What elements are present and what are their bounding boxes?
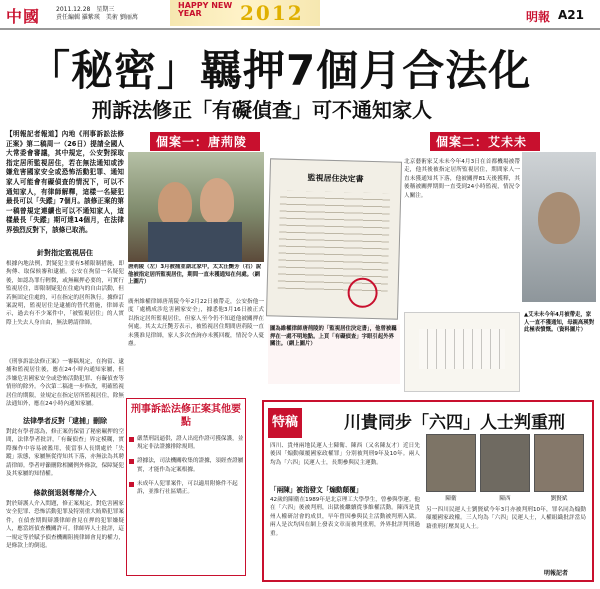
page-number: A21 bbox=[558, 8, 584, 22]
red-seal-icon bbox=[347, 277, 378, 308]
case1-label: 個案一：唐荊陵 bbox=[150, 132, 260, 151]
feature-right-body: 另一四川民運人士劉賢斌今年3月亦被判刑10年，罪名同為煽動顛覆國家政權。三人均為「六四」民運人士，人權組織批評當局藉重刑打壓異見人士。 bbox=[426, 507, 586, 530]
feature-title: 川貴同步「六四」人士判重刑 bbox=[344, 413, 565, 433]
headline: 「秘密」羈押7個月合法化 bbox=[28, 46, 532, 95]
section-title-3: 條款倒退剝奪辯介入 bbox=[33, 489, 97, 497]
section-title-2: 法律學者反對「逮捕」刪除 bbox=[23, 417, 107, 425]
feature-box bbox=[262, 400, 594, 582]
case1-photo bbox=[128, 152, 264, 262]
feature-body-2: 42歲的陳衛在1989年是北京理工大學學生，曾參與學運。他在「六四」後被判刑，出獄後繼續從事維權活動。陳西是貴州人權研討會的成員，早年曾因參與民主活動被判刑入獄。兩人是次均因在網上發表文章而被判重刑，外界批評判刑過重。 bbox=[270, 497, 420, 537]
guide-box bbox=[126, 398, 246, 576]
case1-caption: 唐荊陵（左）3月被捕並湖北家中，太太汪艷芳（右）說他被指定居所監視居住，期間一直未獲通知在何處。（網上圖片） bbox=[128, 264, 262, 286]
case1-body: 廣州維權律師唐荊陵今年2月22日被帶走，公安指他一度「處構成涉危害國家安全」，據悉他3月16日被正式以指定居所監視居住，但家人至今仍不知道他被關押在何處。其太太汪艷芳表示，被監視居住期間唐荊陵一直未獲准見律師，家人多次查詢亦未獲回覆，情況令人憂慮。 bbox=[128, 299, 264, 348]
section-body-3: 對於辯護人介入問題，修正案規定，對危害國家安全犯罪、恐怖活動犯罪及特別重大賄賂犯罪案件，在偵查期間辯護律師會見在押的犯罪嫌疑人，應當經偵查機關許可。律師界人士批評，這一規定等於賦予偵查機關阻撓律師會見的權力，是條款上的倒退。 bbox=[6, 501, 124, 550]
subheadline: 刑訴法修正「有礙偵查」可不通知家人 bbox=[92, 98, 432, 122]
editor-text: 責任編輯 羅紫瑛 美術 劉丽萬 bbox=[56, 14, 138, 21]
guide-item: 未成年人犯罪案件，可以適用附條件不起訴，並推行社區矯正。 bbox=[127, 480, 245, 496]
surveillance-document bbox=[266, 158, 402, 319]
feature-body: 四川、貴州兩地民運人士陳衛、陳西（又名陳友才）近日先後因「煽動顛覆國家政權罪」分別被判刑9年及10年。兩人均為「六四」民運人士，長期參與民主運動。 bbox=[270, 443, 420, 466]
section-body-1: 根據內地法例，對疑犯主要有5種限制措施，即拘傳、取保候審和逮捕。公安在拘留一名疑犯後，如認為罪行輕微，或無羈押必要的，可實行監視居住，即限制疑犯在住處內的自由活動，但若無固定住處的，可在指定的居所執行。據修訂案說明，監視居住是逮捕的替代措施，律師表示，過去有不少案件中，「被監視居住」的人實際上失去人身自由，無法聘請律師。 bbox=[6, 261, 124, 326]
brand-logo: 明報 bbox=[526, 10, 551, 24]
portrait-chen-wei bbox=[426, 434, 476, 492]
guide-title: 刑事訴訟法修正案其他要點 bbox=[131, 404, 241, 428]
ai-weiwei-photo bbox=[522, 152, 596, 302]
section-body-2: 對此有學者認為，修正案仍保留了秘密羈押的空間，法律學者批評，「有礙偵查」界定模糊，實際操作中容易被濫用，使當事人長期處於「失蹤」狀態，家屬無從得知其下落，亦無法為其聘請律師。學者呼籲刪除相關例外條款，保障疑犯及其家屬的知情權。 bbox=[6, 429, 124, 478]
portrait-chen-xi bbox=[480, 434, 530, 492]
handwriting-image bbox=[404, 312, 520, 392]
case2-body: 北京藝術家艾未未今年4月3日在首都機場被帶走，他其後被指定居所監視居住，期間家人一直未獲通知其下落，他被關押81天後獲釋，其後稱被關押期間一直受到24小時監視，情況令人關注。 bbox=[404, 159, 520, 199]
portrait-liu-xianbin bbox=[534, 434, 584, 492]
portrait-name: 陳衛 bbox=[445, 496, 457, 502]
feature-tag: 特稿 bbox=[268, 408, 302, 438]
date-text: 2011.12.28 星期三 bbox=[56, 6, 115, 13]
document-note: 圖為維權律師唐荊陵的「監視居住決定書」，他曾被羈押在一處不明地點。上頁「有礙偵查」字眼引起外界關注。（網上圖片） bbox=[270, 326, 397, 348]
portrait-name: 陳西 bbox=[499, 496, 511, 502]
feature-subtitle: 「兩陳」被指發文「煽動顛覆」 bbox=[270, 486, 363, 494]
section-title: 中國 bbox=[6, 7, 41, 26]
case2-label: 個案二：艾未未 bbox=[430, 132, 540, 151]
lead-paragraph: 【明報記者報道】內地《刑事訴訟法修正案》第二稿周一（26日）提請全國人大常委會審議，其中規定，公安對採取指定居所監視居住，若在無法通知或涉嫌危害國家安全或恐怖活動犯罪、通知家人可能會有礙偵查的情況下，可以不通知家人，有律師解釋，這樣一名疑犯最長可以「失蹤」7個月。該修正案的第一稿曾規定連續也可以不通知家人，這樣最長「失蹤」期可達14個月，在法律界強烈反對下，該條已取消。 bbox=[6, 130, 124, 234]
document-lines bbox=[278, 191, 391, 294]
banner-year: 2012 bbox=[240, 1, 304, 25]
section-title-1: 針對指定監視居住 bbox=[37, 249, 93, 257]
header-divider bbox=[0, 28, 600, 30]
bullet-icon bbox=[129, 482, 134, 487]
banner-text: HAPPY NEW YEAR bbox=[178, 1, 233, 18]
section-body-1b: 《刑事訴訟法修正案》一審稿規定，在拘留、逮捕和監視居住後，應在24小時內通知家屬，但涉嫌危害國家安全或恐怖活動犯罪、有礙偵查等情形的除外。今次第二稿進一步修改，明確監視居住的期限，並規定在指定居所監視居住，除無法通知外，應在24小時內通知家屬。 bbox=[6, 359, 124, 408]
case2-side-note: ▲艾未未今年4月被帶走，家人一直不獲通知，母親高瑛對此極表憤慨。（資料圖片） bbox=[524, 312, 595, 334]
document-title: 監視居住決定書 bbox=[307, 173, 364, 184]
portrait-name: 劉賢斌 bbox=[550, 496, 568, 502]
date-line bbox=[56, 6, 138, 22]
reporter-credit: 明報記者 bbox=[544, 570, 569, 577]
bullet-icon bbox=[129, 437, 134, 442]
bullet-icon bbox=[129, 459, 134, 464]
document-note-box bbox=[268, 324, 400, 384]
handwriting-strokes bbox=[419, 329, 505, 369]
guide-item: 證據法，司法機關收集的證據，須經查證屬實，才能作為定案根據。 bbox=[127, 457, 245, 473]
guide-item: 嚴禁刑訊逼供，證人出庭作證可獲保護，並規定非法證據排除規則。 bbox=[127, 435, 245, 451]
